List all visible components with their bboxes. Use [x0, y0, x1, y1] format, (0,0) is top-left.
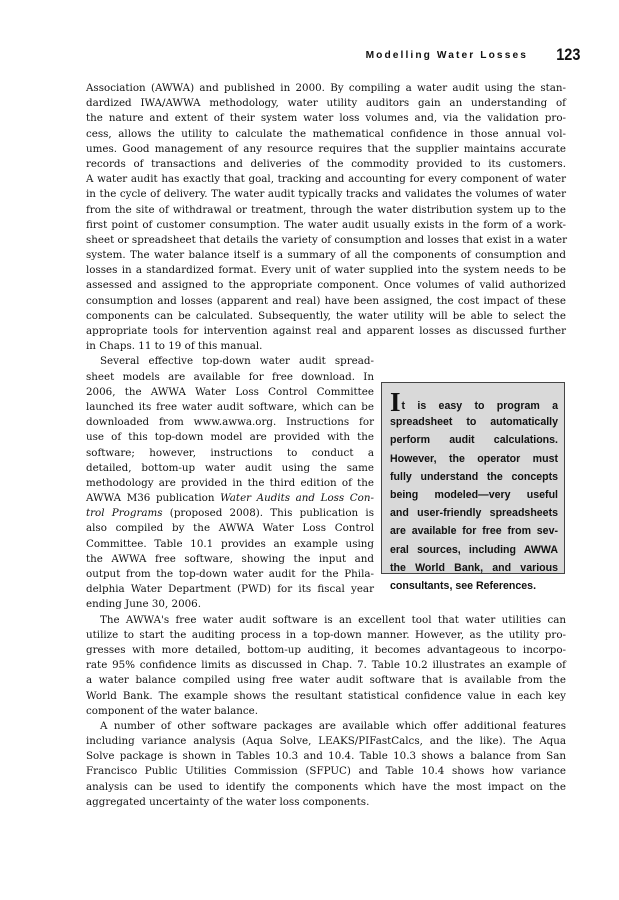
text-line: World Bank. The example shows the resultant statistical confidence value in each key [86, 689, 566, 702]
text-line: records of transactions and deliveries of the commodity provided to its customers. [86, 157, 566, 170]
text-line: aggregated uncertainty of the water loss components. [86, 795, 370, 808]
text-line: component of the water balance. [86, 704, 259, 717]
text-line: launched its free water audit software, which can be [86, 400, 374, 413]
text-line: a water balance compiled using free water audit software that is available from the [86, 674, 566, 687]
publication-title: Water Audits and Loss Con- [220, 492, 374, 505]
text-line: use of this top-down model are provided with the [86, 431, 374, 444]
callout-line: However, the operator must [390, 452, 558, 465]
text-line: downloaded from www.awwa.org. Instructions for [86, 416, 374, 429]
text-line: methodology are provided in the third edition of the [86, 476, 374, 489]
running-head: Modelling Water Losses [365, 50, 528, 61]
text-line: rate 95% confidence limits as discussed in Chap. 7. Table 10.2 illustrates an example of [86, 659, 566, 672]
callout-line: being modeled—very useful [390, 488, 558, 501]
text-line: output from the top-down water audit for the Phila- [86, 568, 374, 580]
text-line: software; however, instructions to conduct a [86, 446, 374, 459]
text-line: gresses with more detailed, bottom-up auditing, it becomes advantageous to incorpo- [86, 643, 566, 656]
text-line: in Chaps. 11 to 19 of this manual. [86, 340, 263, 353]
text-line: utilize to start the auditing process in a top-down manner. However, as the utility pro- [86, 628, 566, 641]
text-run: (proposed 2008). This publication is [162, 507, 375, 520]
text-line: the nature and extent of their system water loss volumes and, via the validation pro- [86, 112, 566, 125]
text-line: in the cycle of delivery. The water audit typically tracks and validates the volumes of water [86, 188, 566, 201]
text-line: losses in a standardized format. Every unit of water supplied into the system needs to be [86, 264, 566, 277]
text-line: The AWWA's free water audit software is an excellent tool that water utilities can [100, 613, 566, 626]
text-line: sheet models are available for free download. In [86, 370, 374, 383]
text-line: from the site of withdrawal or treatment, through the water distribution system up to the [86, 203, 566, 216]
callout-line: consultants, see References. [390, 579, 537, 592]
text-line: components can be calculated. Subsequently, the water utility will be able to select the [86, 309, 566, 322]
text-line: Committee. Table 10.1 provides an example using [86, 537, 374, 550]
publication-title: trol Programs [86, 507, 163, 520]
callout-line: and user-friendly spreadsheets [390, 507, 558, 520]
callout-line: spreadsheet to automatically [390, 416, 558, 429]
page-header [86, 46, 580, 66]
text-line: dardized IWA/AWWA methodology, water utility auditors gain an understanding of [86, 97, 566, 110]
callout-line: eral sources, including AWWA [390, 543, 558, 556]
callout-box [381, 382, 565, 592]
text-line: sheet or spreadsheet that details the variety of consumption and losses that exist in a water [86, 233, 568, 246]
text-line: system. The water balance itself is a summary of all the components of consumption and [86, 249, 566, 262]
text-line [86, 506, 374, 521]
paragraph-1 [86, 81, 566, 354]
callout-text: t is easy to program a [401, 400, 558, 412]
text-line: assessed and assigned to the appropriate component. Once volumes of valid authorized [86, 279, 566, 292]
callout-line: the World Bank, and various [390, 561, 558, 574]
text-line: cess, allows the utility to calculate the mathematical confidence in those annual vol- [86, 127, 566, 140]
text-line: ending June 30, 2006. [86, 598, 201, 611]
text-line: Francisco Public Utilities Commission (SFPUC) and Table 10.4 shows how variance [86, 765, 566, 778]
text-line: 2006, the AWWA Water Loss Control Committee [86, 385, 374, 398]
text-line: also compiled by the AWWA Water Loss Control [86, 522, 374, 535]
text-line: the AWWA free software, showing the input and [86, 552, 374, 565]
text-line: first point of customer consumption. The water audit usually exists in the form of a work- [86, 218, 566, 231]
callout-line: are available for free from sev- [390, 525, 558, 538]
text-line: Solve package is shown in Tables 10.3 and 10.4. Table 10.3 shows a balance from San [86, 750, 566, 763]
drop-cap: I [390, 387, 401, 417]
text-line: umes. Good management of any resource requires that the supplier maintains accurate [86, 142, 566, 155]
callout-line: perform audit calculations. [390, 434, 558, 447]
text-line: including variance analysis (Aqua Solve, LEAKS/PIFastCalcs, and the like). The Aqua [86, 735, 566, 748]
text-line: Several effective top-down water audit spread- [100, 355, 374, 368]
page-number: 123 [555, 45, 580, 64]
text-line: appropriate tools for intervention against real and apparent losses as discussed further [86, 325, 566, 337]
text-run: AWWA M36 publication [86, 492, 221, 505]
text-line: A number of other software packages are available which offer additional features [100, 719, 566, 732]
text-line: analysis can be used to identify the components which have the most impact on the [86, 780, 566, 793]
paragraph-4 [86, 719, 566, 810]
text-line: detailed, bottom-up water audit using the same [86, 461, 374, 474]
text-line: delphia Water Department (PWD) for its fiscal year [86, 583, 374, 596]
text-line: consumption and losses (apparent and real) have been assigned, the cost impact of these [86, 294, 566, 307]
text-line: A water audit has exactly that goal, tracking and accounting for every component of water [86, 173, 566, 186]
callout-line [390, 387, 558, 417]
paragraph-3 [86, 613, 566, 719]
text-line [86, 491, 374, 506]
callout-line: fully understand the concepts [390, 470, 558, 483]
text-line: Association (AWWA) and published in 2000. By compiling a water audit using the stan- [86, 82, 566, 94]
